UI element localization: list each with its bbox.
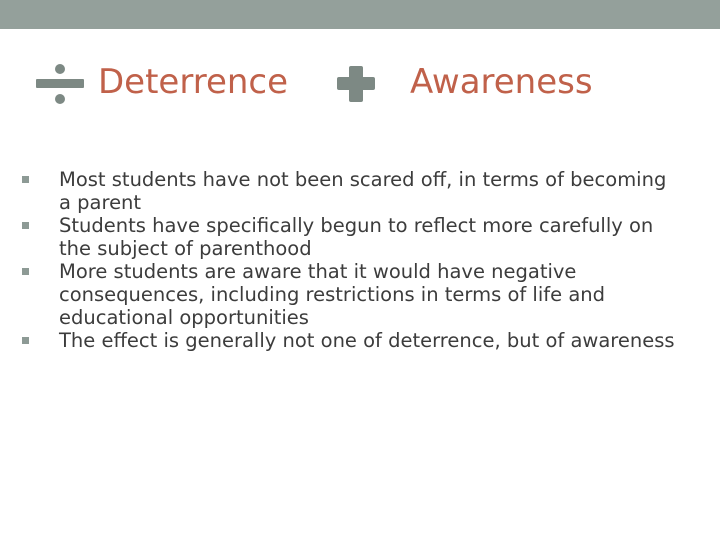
heading-row <box>0 58 720 108</box>
bullet-text: Most students have not been scared off, in terms of becoming a parent <box>59 168 667 214</box>
bullet-item <box>22 260 682 329</box>
bullet-text: More students are aware that it would have negative consequences, including restrictions in terms of life and educational opportunities <box>59 260 606 329</box>
bullet-marker-icon <box>22 222 29 229</box>
bullet-item <box>22 168 682 214</box>
top-color-band <box>0 0 720 29</box>
bullet-item <box>22 214 682 260</box>
plus-icon <box>335 64 379 108</box>
bullet-text: The effect is generally not one of deterrence, but of awareness <box>59 329 675 352</box>
bullet-marker-icon <box>22 176 29 183</box>
awareness-heading: Awareness <box>410 62 593 102</box>
bullet-marker-icon <box>22 268 29 275</box>
bullet-list <box>22 168 682 352</box>
bullet-item <box>22 329 682 352</box>
bullet-marker-icon <box>22 337 29 344</box>
deterrence-heading: Deterrence <box>98 62 289 102</box>
bullet-text: Students have specifically begun to reflect more carefully on the subject of parenthood <box>59 214 654 260</box>
plus-minus-icon <box>34 64 86 108</box>
